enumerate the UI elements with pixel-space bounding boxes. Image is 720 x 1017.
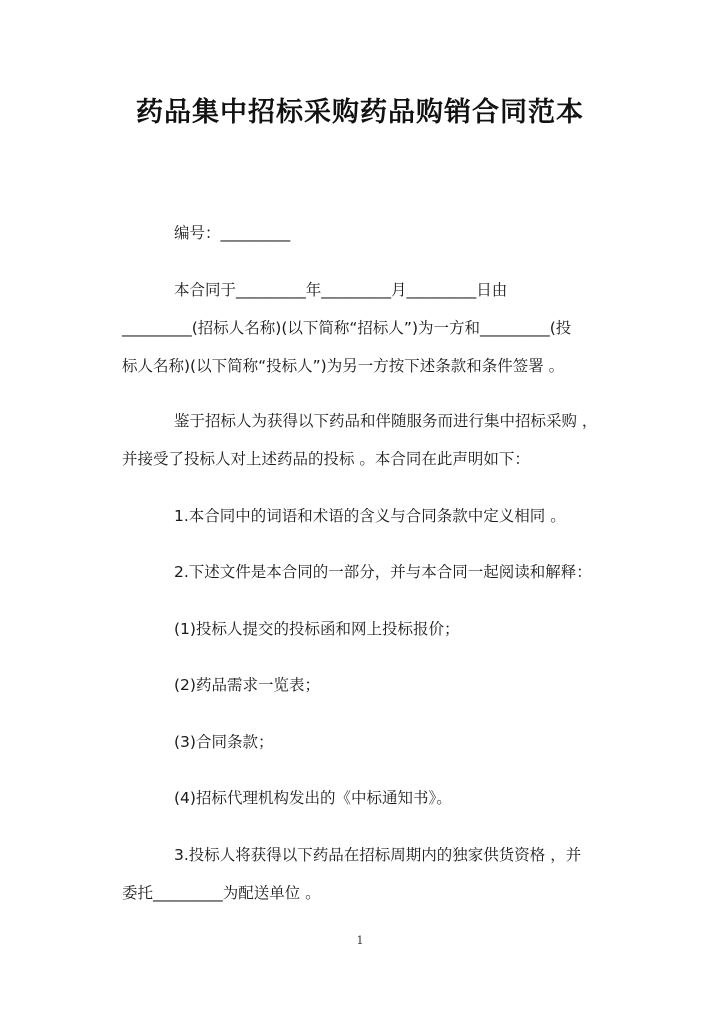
paragraph-line: 1.本合同中的词语和术语的含义与合同条款中定义相同 。 [174,507,566,525]
clause-2-paragraph [122,553,642,591]
clause-2-item-2 [122,666,642,704]
paragraph-line: 标人名称)(以下简称“投标人”)为另一方按下述条款和条件签署 。 [122,357,565,375]
paragraph-line: 本合同于_________年_________月_________日由 [174,281,508,299]
clause-2-item-3 [122,723,642,761]
paragraph-line: 并接受了投标人对上述药品的投标 。本合同在此声明如下： [122,450,530,468]
paragraph-line: (3)合同条款； [174,733,274,751]
document-title: 药品集中招标采购药品购销合同范本 [136,97,584,128]
paragraph-line: 3.投标人将获得以下药品在招标周期内的独家供货资格 ，并 [174,846,582,864]
paragraph-line: (4)招标代理机构发出的《中标通知书》。 [174,789,452,807]
paragraph-line: 委托_________为配送单位 。 [122,884,321,902]
clause-2-item-1 [122,610,642,648]
contract-number-paragraph [122,214,642,252]
whereas-paragraph [122,402,642,478]
paragraph-line: _________(招标人名称)(以下简称“招标人”)为一方和_________(投 [122,319,572,337]
paragraph-line: (1)投标人提交的投标函和网上投标报价； [174,620,460,638]
paragraph-line: (2)药品需求一览表； [174,676,320,694]
clause-3-paragraph [122,836,642,912]
paragraph-line: 鉴于招标人为获得以下药品和伴随服务而进行集中招标采购 ， [174,412,598,430]
page-number: 1 [356,934,364,947]
paragraph-line: 编号：_________ [174,224,291,242]
clause-1-paragraph [122,497,642,535]
clause-2-item-4 [122,779,642,817]
paragraph-line: 2.下述文件是本合同的一部分，并与本合同一起阅读和解释： [174,563,592,581]
contract-parties-paragraph [122,271,642,385]
